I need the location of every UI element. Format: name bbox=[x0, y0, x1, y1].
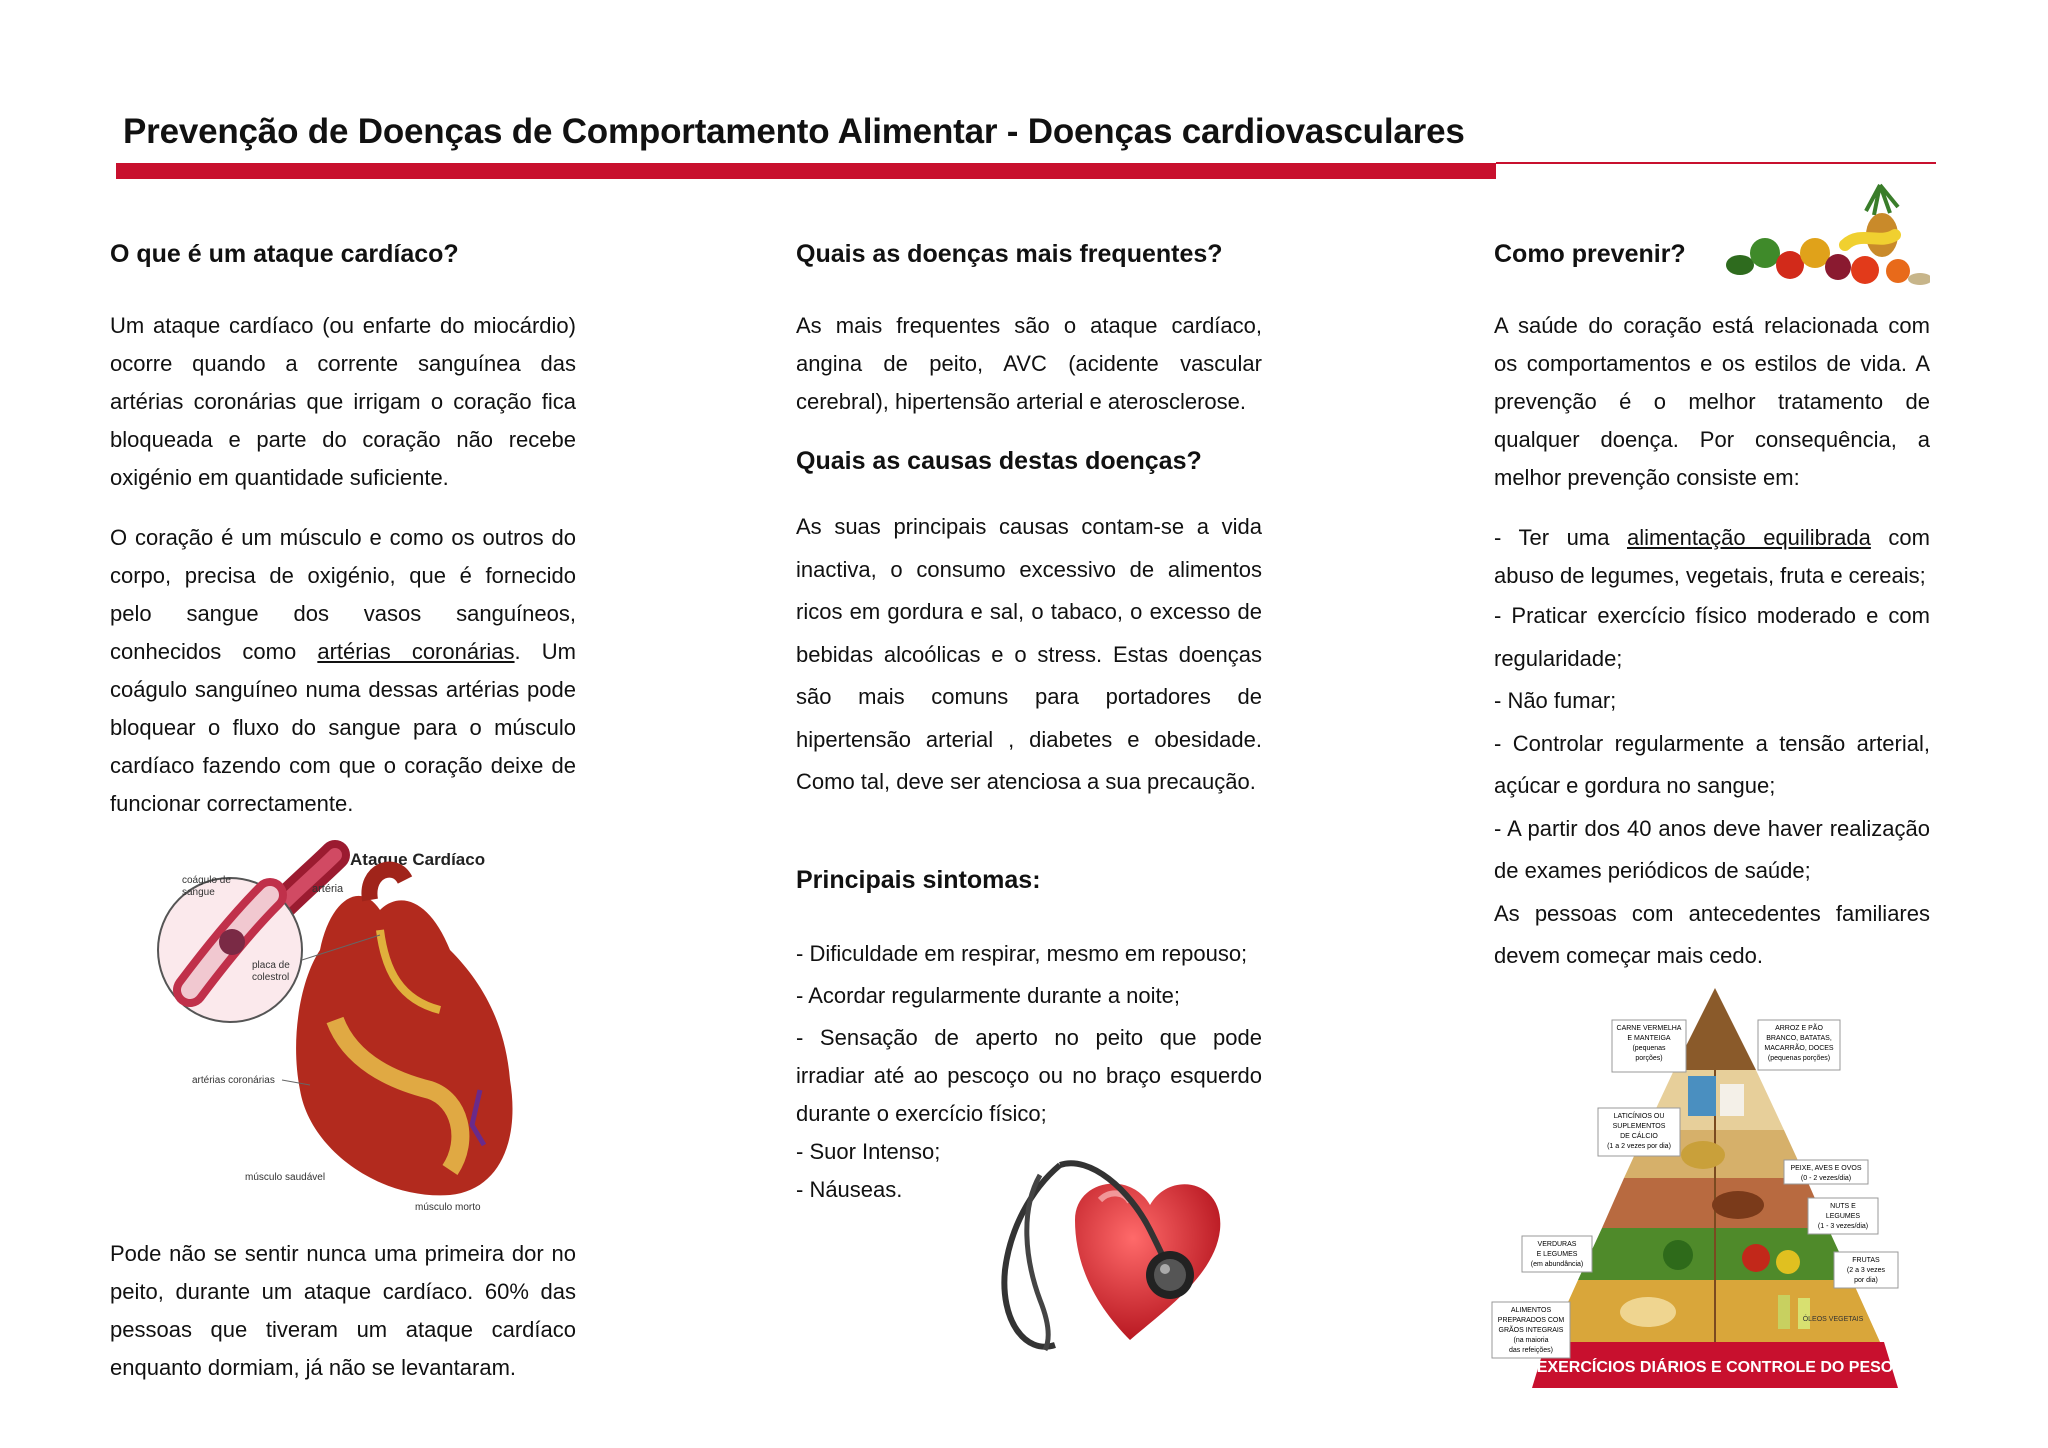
heart-icon bbox=[296, 896, 512, 1195]
list-item: As pessoas com antecedentes familiares devem começar mais cedo. bbox=[1494, 900, 1930, 968]
label-line: DE CÁLCIO bbox=[1620, 1133, 1658, 1140]
label-line: por dia) bbox=[1854, 1277, 1878, 1284]
label-line: E MANTEIGA bbox=[1627, 1035, 1671, 1042]
list-item: - Acordar regularmente durante a noite; bbox=[796, 982, 1181, 1008]
paragraph-heart-attack-definition: Um ataque cardíaco (ou enfarte do miocárdio) ocorre quando a corrente sanguínea das artérias coronárias que irrigam o coração fica bloqueada e parte do coração não recebe oxigénio em quantidade suficiente. bbox=[110, 313, 576, 490]
paragraph-frequent-diseases: As mais frequentes são o ataque cardíaco, angina de peito, AVC (acidente vascular cerebral), hipertensão arterial e aterosclerose. bbox=[796, 313, 1262, 414]
fruits-vegetables-image bbox=[1720, 175, 1930, 290]
label-line: VERDURAS bbox=[1537, 1241, 1577, 1248]
label-fruits bbox=[1834, 1252, 1898, 1288]
prevention-list bbox=[1494, 519, 1930, 978]
heading-causes: Quais as causas destas doenças? bbox=[796, 447, 1202, 475]
list-item bbox=[1494, 519, 1930, 595]
heading-prevention: Como prevenir? bbox=[1494, 240, 1686, 268]
heading-frequent-diseases: Quais as doenças mais frequentes? bbox=[796, 240, 1223, 268]
label-clot-1: coágulo de bbox=[182, 875, 231, 886]
title-rule-thin bbox=[1496, 162, 1936, 164]
broccoli-icon bbox=[1750, 238, 1780, 268]
heading-symptoms: Principais sintomas: bbox=[796, 865, 1041, 894]
label-rice-bread bbox=[1758, 1020, 1840, 1070]
label-line: (pequenas bbox=[1632, 1045, 1666, 1052]
tomato-icon bbox=[1776, 251, 1804, 279]
list-item: - Não fumar; bbox=[1494, 688, 1617, 713]
label-line: SUPLEMENTOS bbox=[1612, 1123, 1666, 1130]
heart-attack-illustration bbox=[150, 840, 550, 1220]
figure-title: Ataque Cardíaco bbox=[350, 850, 486, 869]
text-fragment: O coração é um músculo e como os outros do corpo, precisa de oxigénio, que é fornecido pelo sangue dos vasos sanguíneos, conhecidos como bbox=[110, 525, 576, 664]
list-item: - Praticar exercício físico moderado e com regularidade; bbox=[1494, 603, 1930, 671]
label-line: (na maioria bbox=[1513, 1337, 1549, 1344]
label-line: ÓLEOS VEGETAIS bbox=[1802, 1316, 1864, 1323]
column-diseases bbox=[796, 240, 1262, 1209]
label-plaque-1: placa de bbox=[252, 960, 290, 971]
label-artery: artéria bbox=[312, 883, 344, 895]
page-title: Prevenção de Doenças de Comportamento Alimentar - Doenças cardiovasculares bbox=[123, 112, 1465, 151]
label-nuts bbox=[1808, 1198, 1878, 1234]
food-pyramid bbox=[1488, 980, 1943, 1395]
label-vegetable-oils bbox=[1803, 1314, 1864, 1323]
label-line: (pequenas porções) bbox=[1767, 1055, 1831, 1062]
label-healthy-muscle: músculo saudável bbox=[245, 1172, 326, 1183]
heart-icon bbox=[1075, 1184, 1220, 1340]
text-fragment: . Um coágulo sanguíneo numa dessas artérias pode bloquear o fluxo do sangue para o músculo cardíaco fazendo com que o coração deixe de funcionar correctamente. bbox=[110, 639, 576, 816]
text-fragment: com abuso de legumes, vegetais, fruta e cereais; bbox=[1494, 525, 1930, 588]
label-line: PREPARADOS COM bbox=[1497, 1317, 1565, 1324]
label-line: (1 - 3 vezes/dia) bbox=[1817, 1223, 1869, 1230]
label-line: das refeições) bbox=[1509, 1347, 1553, 1354]
column-prevention bbox=[1494, 240, 1930, 978]
heading-heart-attack: O que é um ataque cardíaco? bbox=[110, 240, 459, 268]
list-item: - Sensação de aperto no peito que pode irradiar até ao pescoço ou no braço esquerdo durante o exercício físico; bbox=[796, 1024, 1262, 1126]
title-rule bbox=[116, 163, 1496, 179]
stethoscope-heart-illustration bbox=[980, 1150, 1240, 1370]
column-heart-attack bbox=[110, 240, 576, 823]
paragraph-first-pain: Pode não se sentir nunca uma primeira dor no peito, durante um ataque cardíaco. 60% das pessoas que tiveram um ataque cardíaco enquanto dormiam, já não se levantaram. bbox=[110, 1241, 576, 1380]
list-item: - Suor Intenso; bbox=[796, 1138, 941, 1164]
label-clot-2: sangue bbox=[182, 887, 215, 898]
label-line: CARNE VERMELHA bbox=[1616, 1025, 1682, 1032]
label-line: (0 - 2 vezes/dia) bbox=[1800, 1175, 1852, 1182]
paragraph-causes: As suas principais causas contam-se a vida inactiva, o consumo excessivo de alimentos ricos em gordura e sal, o tabaco, o excesso de bebidas alcoólicas e o stress. Estas doenças são mais comuns para portadores de hipertensão arterial , diabetes e obesidade. Como tal, deve ser atenciosa a sua precaução. bbox=[796, 514, 1262, 794]
list-item: - Náuseas. bbox=[796, 1176, 903, 1202]
label-line: NUTS E bbox=[1830, 1203, 1856, 1210]
paragraph-heart-muscle bbox=[110, 519, 576, 823]
label-line: E LEGUMES bbox=[1536, 1251, 1578, 1258]
label-dead-muscle: músculo morto bbox=[415, 1202, 481, 1213]
label-line: LATICÍNIOS OU bbox=[1613, 1113, 1665, 1120]
banana-icon bbox=[1845, 235, 1895, 245]
label-line: BRANCO, BATATAS, bbox=[1766, 1035, 1832, 1042]
label-coronary: artérias coronárias bbox=[192, 1075, 275, 1086]
label-dairy bbox=[1598, 1108, 1680, 1156]
label-line: porções) bbox=[1635, 1055, 1663, 1062]
link-balanced-diet[interactable]: alimentação equilibrada bbox=[1627, 525, 1871, 550]
label-red-meat bbox=[1612, 1020, 1686, 1072]
label-line: GRÃOS INTEGRAIS bbox=[1498, 1327, 1564, 1334]
label-fish bbox=[1784, 1160, 1868, 1184]
banner-text: EXERCÍCIOS DIÁRIOS E CONTROLE DO PESO bbox=[1536, 1359, 1894, 1376]
label-line: PEIXE, AVES E OVOS bbox=[1790, 1165, 1862, 1172]
list-item: - Dificuldade em respirar, mesmo em repouso; bbox=[796, 940, 1248, 966]
label-plaque-2: colestrol bbox=[252, 972, 290, 983]
label-line: (2 a 3 vezes bbox=[1846, 1267, 1886, 1274]
label-line: (em abundância) bbox=[1530, 1261, 1584, 1268]
list-item: - A partir dos 40 anos deve haver realização de exames periódicos de saúde; bbox=[1494, 815, 1930, 883]
label-line: (1 a 2 vezes por dia) bbox=[1607, 1143, 1671, 1150]
label-line: LEGUMES bbox=[1825, 1213, 1861, 1220]
label-line: MACARRÃO, DOCES bbox=[1764, 1045, 1834, 1052]
label-whole-grains bbox=[1492, 1302, 1570, 1358]
label-line: ARROZ E PÃO bbox=[1775, 1025, 1823, 1032]
label-line: FRUTAS bbox=[1852, 1257, 1880, 1264]
label-line: ALIMENTOS bbox=[1510, 1307, 1552, 1314]
list-item: - Controlar regularmente a tensão arterial, açúcar e gordura no sangue; bbox=[1494, 730, 1930, 798]
paragraph-prevention: A saúde do coração está relacionada com os comportamentos e os estilos de vida. A prevenção é o melhor tratamento de qualquer doença. Por consequência, a melhor prevenção consiste em: bbox=[1494, 313, 1930, 490]
text-fragment: - Ter uma bbox=[1494, 525, 1628, 550]
label-vegetables bbox=[1522, 1236, 1592, 1272]
clot-icon bbox=[219, 929, 245, 955]
link-coronary-arteries[interactable]: artérias coronárias bbox=[317, 639, 515, 664]
